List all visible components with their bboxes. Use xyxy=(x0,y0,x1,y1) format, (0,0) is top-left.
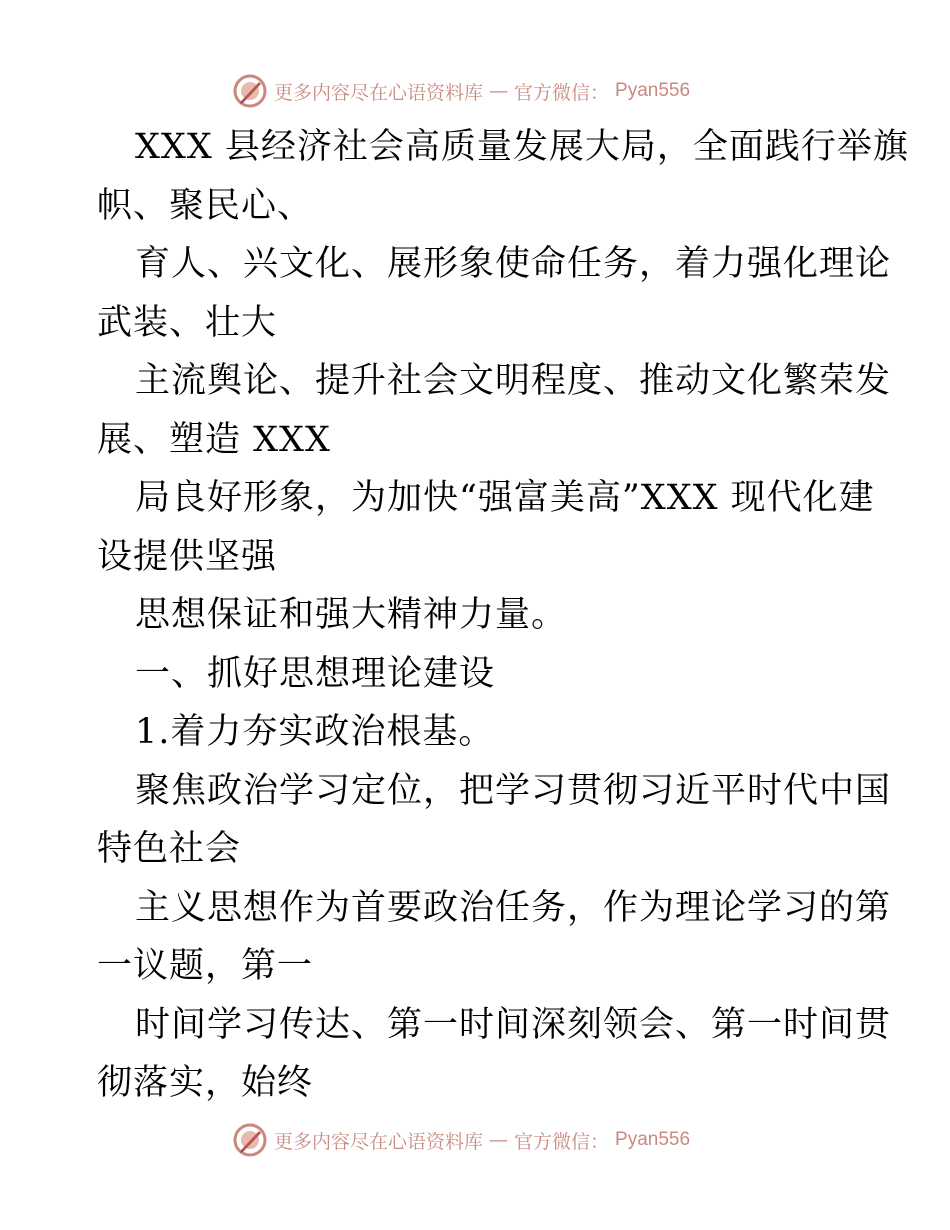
watermark-label: 官方微信： xyxy=(514,81,610,104)
text-line: 主流舆论、提升社会文明程度、推动文化繁荣发 xyxy=(135,361,892,401)
text-line: 思想保证和强大精神力量。 xyxy=(135,595,568,635)
text-line: 帜、聚民心、 xyxy=(97,185,314,226)
watermark-brand-text: 更多内容尽在心语资料库 xyxy=(274,1130,484,1153)
text-line: 聚焦政治学习定位，把学习贯彻习近平时代中国 xyxy=(135,770,892,811)
document-body xyxy=(97,118,909,1113)
watermark-wechat-id: Pyan556 xyxy=(615,1129,691,1150)
text-line: 展、塑造 XXX xyxy=(97,419,331,460)
text-line: XXX 县经济社会高质量发展大局，全面践行举旗 xyxy=(135,127,909,167)
footer-watermark xyxy=(232,1120,712,1160)
text-line: 武装、壮大 xyxy=(97,302,278,343)
header-watermark xyxy=(232,71,712,111)
text-line: 彻落实，始终 xyxy=(97,1063,314,1103)
watermark-dash: — xyxy=(489,80,509,102)
subsection-heading: 1.着力夯实政治根基。 xyxy=(135,712,495,752)
text-line: 育人、兴文化、展形象使命任务，着力强化理论 xyxy=(135,244,892,284)
text-line: 时间学习传达、第一时间深刻领会、第一时间贯 xyxy=(135,1004,892,1045)
watermark-dash: — xyxy=(489,1129,509,1151)
watermark-wechat-id: Pyan556 xyxy=(615,80,691,101)
watermark-brand-text: 更多内容尽在心语资料库 xyxy=(274,81,484,104)
watermark-label: 官方微信： xyxy=(514,1130,610,1153)
text-line: 设提供坚强 xyxy=(97,536,278,577)
section-heading: 一、抓好思想理论建设 xyxy=(135,653,496,694)
pen-circle-logo-icon xyxy=(232,73,268,109)
text-line: 局良好形象，为加快“强富美高”XXX 现代化建 xyxy=(135,478,875,518)
text-line: 主义思想作为首要政治任务，作为理论学习的第 xyxy=(135,887,892,928)
text-line: 特色社会 xyxy=(97,829,242,869)
text-line: 一议题，第一 xyxy=(97,946,314,986)
pen-circle-logo-icon xyxy=(232,1122,268,1158)
